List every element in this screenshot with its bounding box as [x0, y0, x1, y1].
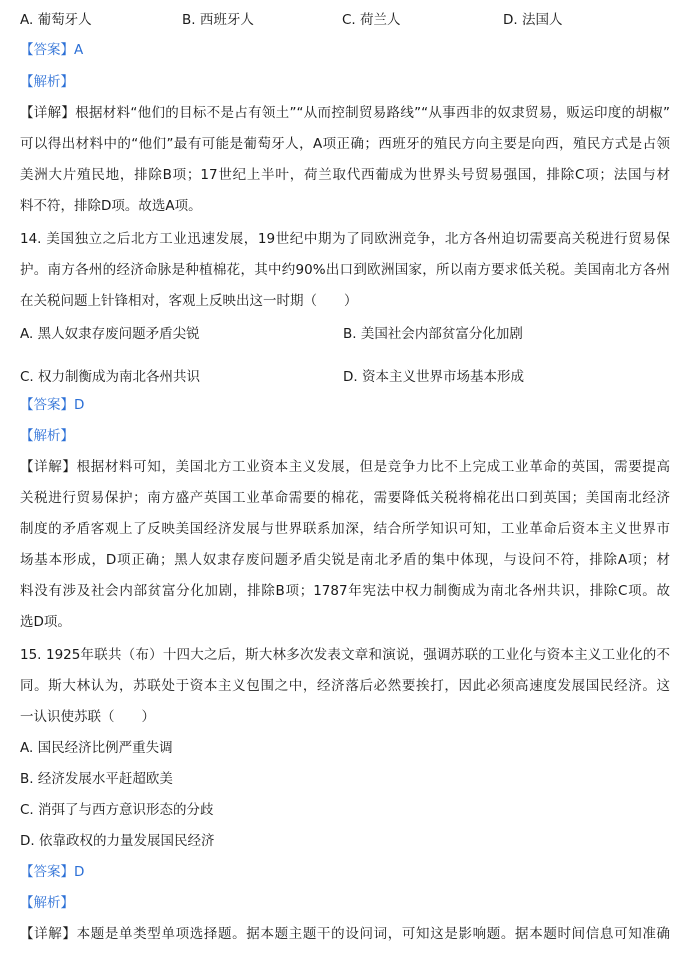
q13-option-b: B. 西班牙人 [182, 12, 254, 28]
q15-stem-line-1: 15. 1925年联共（布）十四大之后，斯大林多次发表文章和演说，强调苏联的工业化与资本主义工业化的不 [20, 647, 670, 663]
q15-option-a: A. 国民经济比例严重失调 [20, 740, 173, 756]
q14-detail-line-2: 关税进行贸易保护；南方盛产英国工业革命需要的棉花，需要降低关税将棉花出口到英国；美国南北经济 [20, 490, 670, 506]
q15-option-d: D. 依靠政权的力量发展国民经济 [20, 833, 215, 849]
q13-answer: 【答案】A [20, 42, 84, 58]
q14-option-b: B. 美国社会内部贫富分化加剧 [343, 326, 523, 342]
q15-option-b: B. 经济发展水平赶超欧美 [20, 771, 173, 787]
q13-detail-line-3: 美洲大片殖民地，排除B项；17世纪上半叶，荷兰取代西葡成为世界头号贸易强国，排除C项；法国与材 [20, 167, 670, 183]
q13-option-a: A. 葡萄牙人 [20, 12, 92, 28]
q14-options-row-2 [20, 365, 680, 387]
q14-detail-line-3: 制度的矛盾客观上了反映美国经济发展与世界联系加深，结合所学知识可知，工业革命后资本主义世界市 [20, 521, 670, 537]
q14-detail-line-1: 【详解】根据材料可知，美国北方工业资本主义发展，但是竞争力比不上完成工业革命的英国，需要提高 [20, 459, 670, 475]
q14-options-row-1 [20, 322, 680, 344]
q13-detail-line-4: 料不符，排除D项。故选A项。 [20, 198, 202, 214]
q14-answer: 【答案】D [20, 397, 85, 413]
q14-detail-line-4: 场基本形成，D项正确；黑人奴隶存废问题矛盾尖锐是南北矛盾的集中体现，与设问不符，排除A项；材 [20, 552, 670, 568]
q14-stem-line-3: 在关税问题上针锋相对，客观上反映出这一时期（ ） [20, 293, 358, 309]
q14-stem-line-2: 护。南方各州的经济命脉是种植棉花，其中约90%出口到欧洲国家，所以南方要求低关税。美国南北方各州 [20, 262, 670, 278]
q14-detail-line-5: 料没有涉及社会内部贫富分化加剧，排除B项；1787年宪法中权力制衡成为南北各州共识，排除C项。故 [20, 583, 670, 599]
q15-stem-line-3: 一认识使苏联（ ） [20, 709, 155, 725]
q15-stem-line-2: 同。斯大林认为，苏联处于资本主义包围之中，经济落后必然要挨打，因此必须高速度发展国民经济。这 [20, 678, 670, 694]
q13-detail-line-1: 【详解】根据材料“他们的目标不是占有领土”“从而控制贸易路线”“从事西非的奴隶贸易，贩运印度的胡椒” [20, 105, 670, 121]
q14-stem-line-1: 14. 美国独立之后北方工业迅速发展，19世纪中期为了同欧洲竞争，北方各州迫切需要高关税进行贸易保 [20, 231, 670, 247]
q13-option-d: D. 法国人 [503, 12, 563, 28]
q15-analysis-label: 【解析】 [20, 895, 74, 911]
q13-option-c: C. 荷兰人 [342, 12, 401, 28]
q15-option-c: C. 消弭了与西方意识形态的分歧 [20, 802, 214, 818]
q13-detail-line-2: 可以得出材料中的“他们”最有可能是葡萄牙人，A项正确；西班牙的殖民方向主要是向西，殖民方式是占领 [20, 136, 670, 152]
q14-option-d: D. 资本主义世界市场基本形成 [343, 369, 524, 385]
q15-answer: 【答案】D [20, 864, 85, 880]
q14-analysis-label: 【解析】 [20, 428, 74, 444]
q14-option-a: A. 黑人奴隶存废问题矛盾尖锐 [20, 326, 200, 342]
q14-detail-line-6: 选D项。 [20, 614, 71, 630]
q13-analysis-label: 【解析】 [20, 74, 74, 90]
q13-options [20, 8, 680, 30]
q15-detail-line-1: 【详解】本题是单类型单项选择题。据本题主题干的设问词，可知这是影响题。据本题时间信息可知准确 [20, 926, 670, 942]
q14-option-c: C. 权力制衡成为南北各州共识 [20, 369, 201, 385]
